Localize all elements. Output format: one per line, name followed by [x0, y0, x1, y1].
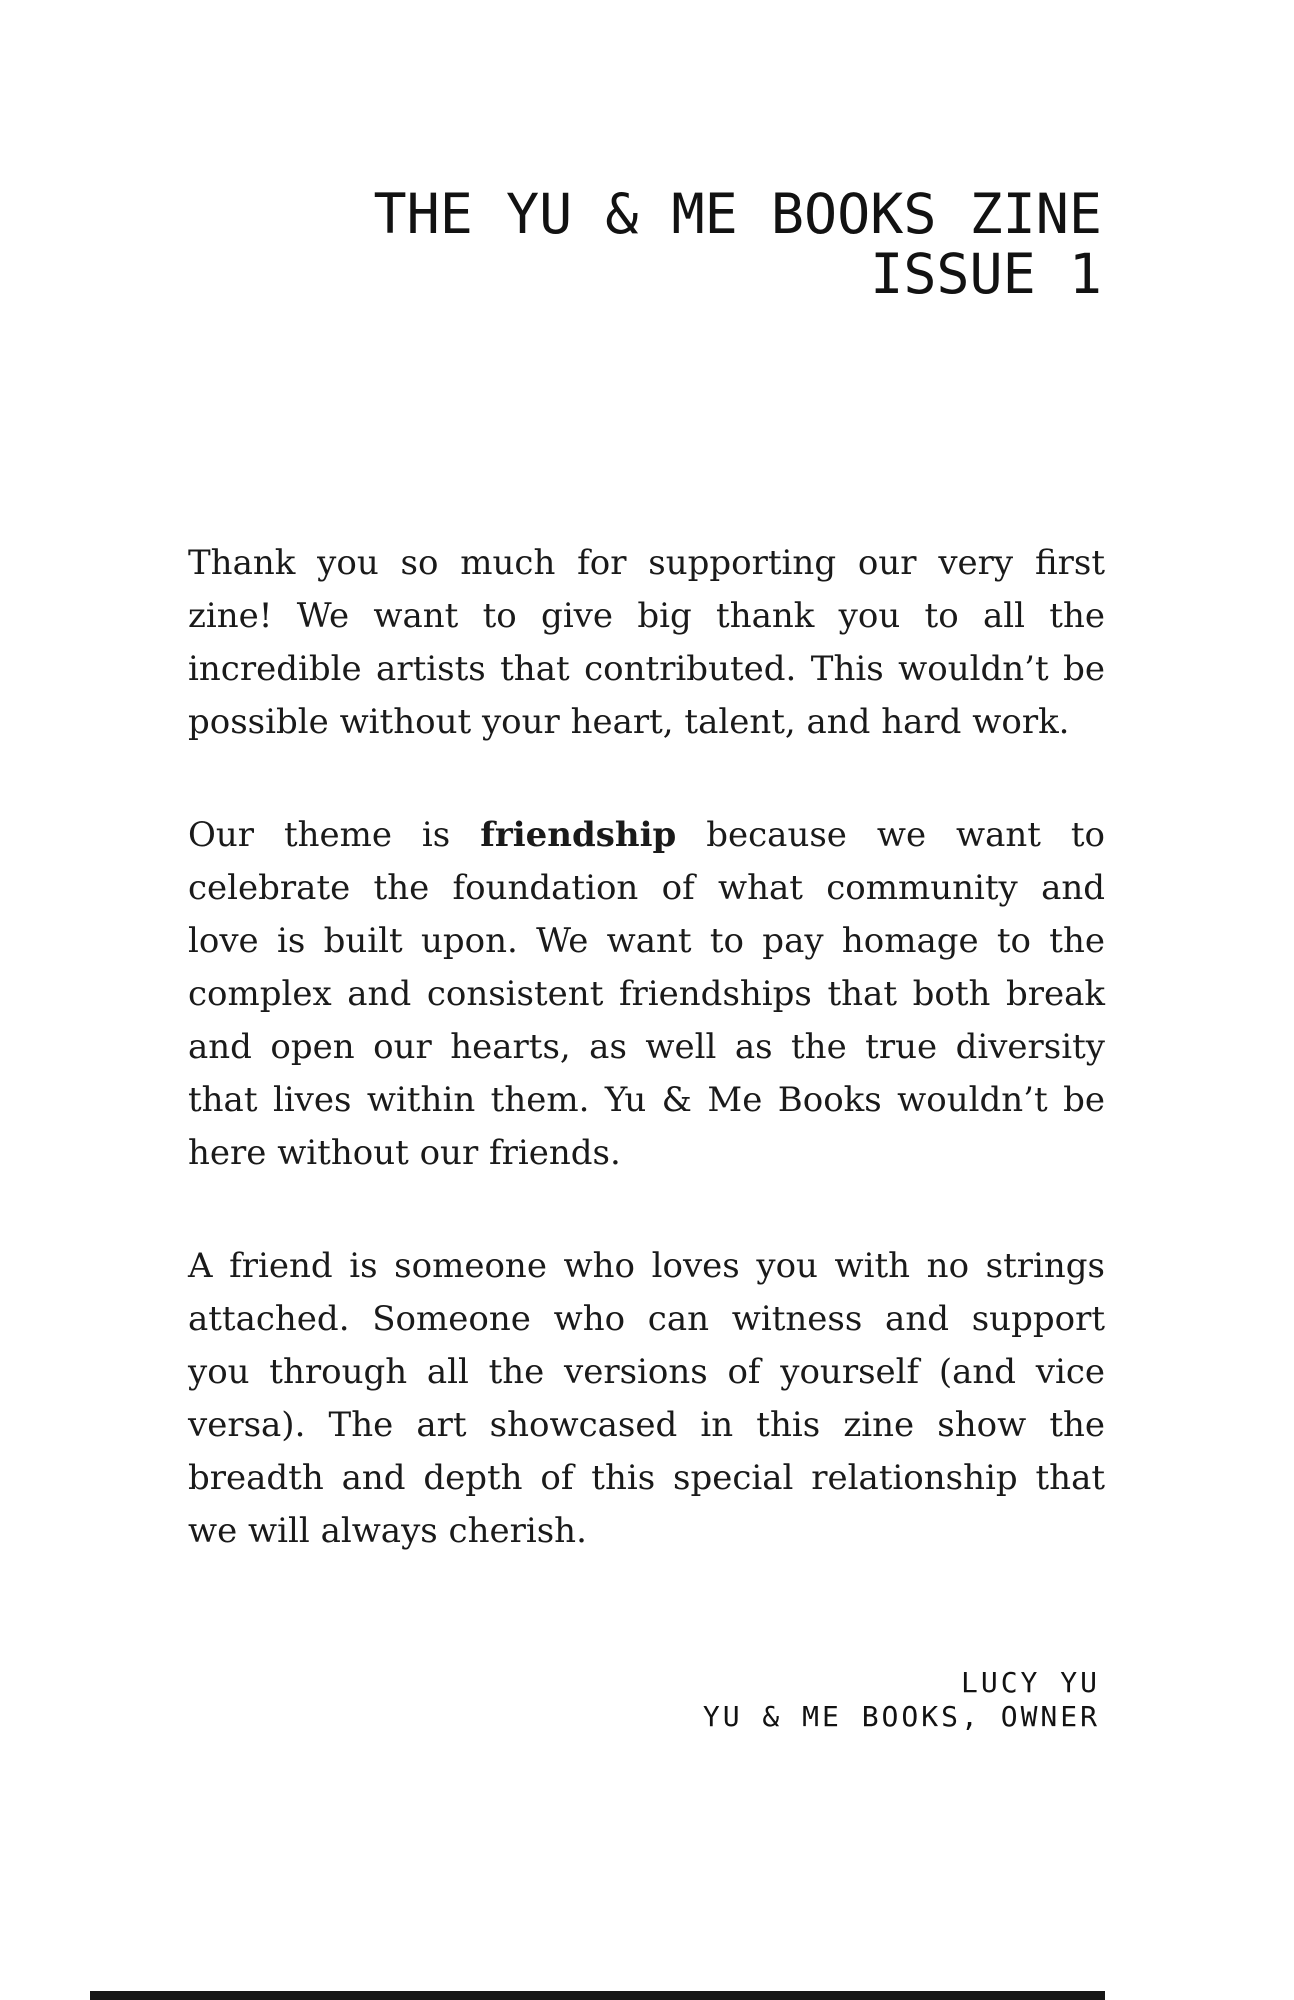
text-line: zine! We want to give big thank you to all the [188, 596, 1105, 636]
signature-role: YU & ME BOOKS, OWNER [702, 1700, 1100, 1733]
signature [188, 1666, 1100, 1734]
text-line: love is built upon. We want to pay homage to the [188, 921, 1105, 961]
paragraph [188, 537, 1105, 749]
text-line: incredible artists that contributed. This wouldn’t be [188, 649, 1105, 689]
text-line: and open our hearts, as well as the true diversity [188, 1027, 1105, 1067]
text-line: celebrate the foundation of what community and [188, 868, 1105, 908]
text-line: you through all the versions of yourself (and vice [188, 1352, 1105, 1392]
text-line: we will always cherish. [188, 1511, 587, 1551]
body-paragraphs [188, 537, 1105, 1618]
page-title [188, 184, 1102, 304]
text-line: possible without your heart, talent, and hard work. [188, 702, 1070, 742]
text-line: breadth and depth of this special relationship that [188, 1458, 1105, 1498]
paragraph [188, 809, 1105, 1180]
text-line: versa). The art showcased in this zine show the [188, 1405, 1105, 1445]
page-edge-bar [90, 1991, 1105, 2000]
title-line-1: THE YU & ME BOOKS ZINE [373, 182, 1102, 246]
text-line: attached. Someone who can witness and support [188, 1299, 1105, 1339]
text-line: here without our friends. [188, 1133, 621, 1173]
paragraph [188, 1240, 1105, 1558]
text-line: Our theme is friendship because we want to [188, 815, 1106, 855]
text-line: complex and consistent friendships that both break [188, 974, 1105, 1014]
title-line-2: ISSUE 1 [870, 242, 1102, 306]
text-line: Thank you so much for supporting our very first [188, 543, 1105, 583]
signature-name: LUCY YU [960, 1666, 1100, 1699]
text-line: A friend is someone who loves you with no strings [188, 1246, 1105, 1286]
text-line: that lives within them. Yu & Me Books wouldn’t be [188, 1080, 1105, 1120]
